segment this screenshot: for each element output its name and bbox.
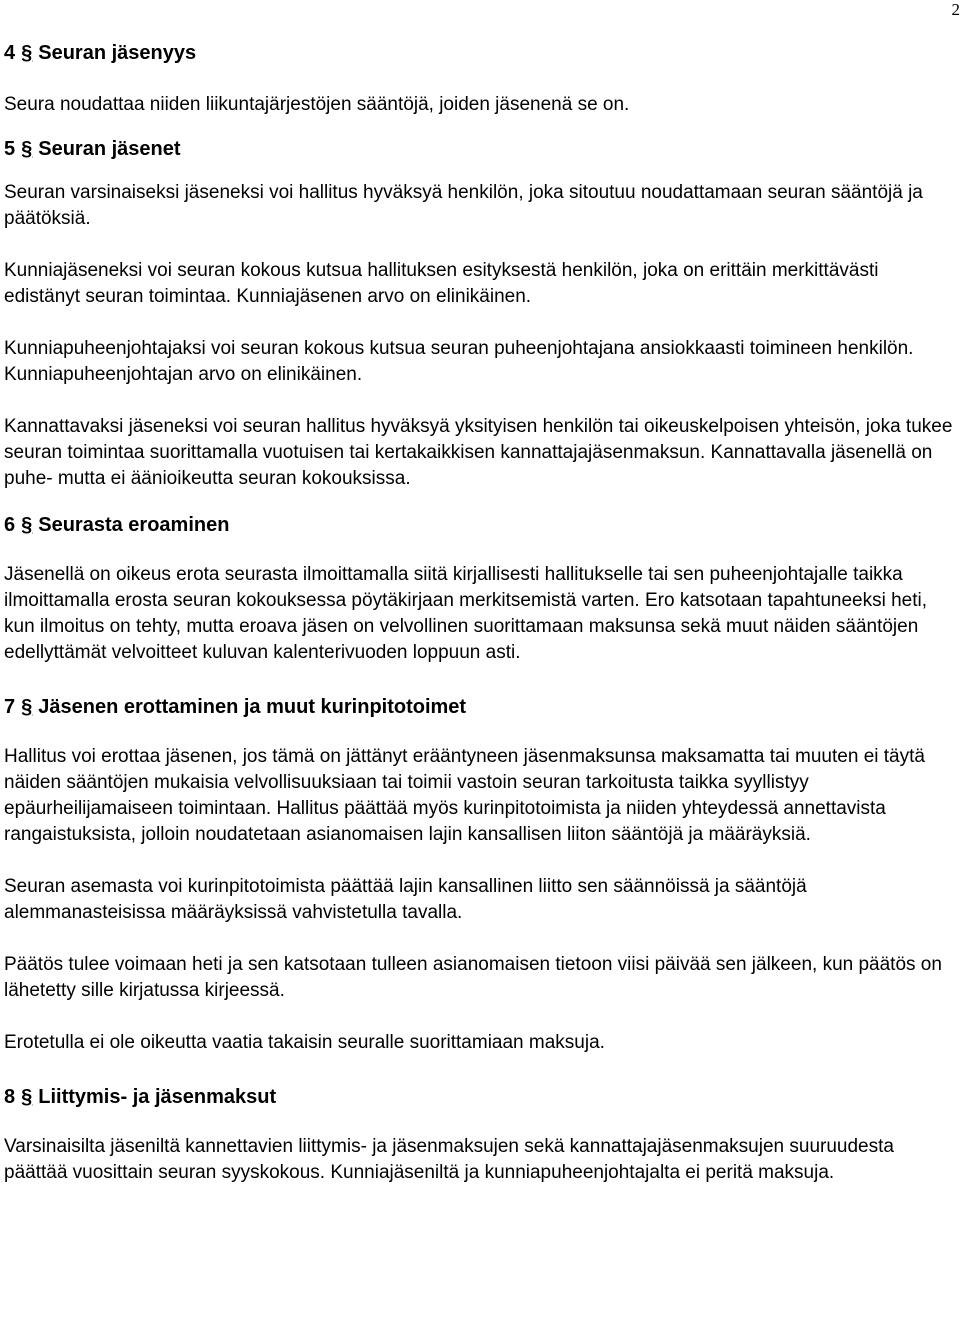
paragraph: Jäsenellä on oikeus erota seurasta ilmoittamalla siitä kirjallisesti hallitukselle tai sen puheenjohtajalle taikka ilmoittamalla erosta seuran kokouksessa pöytäkirjaan merkitsemistä varten. Ero katsotaan tapahtuneeksi heti, kun ilmoitus on tehty, mutta eroava jäsen on velvollinen suorittamaan maksunsa sekä muut näiden sääntöjen edellyttämät velvoitteet kuluvan kalenterivuoden loppuun asti. bbox=[4, 564, 928, 663]
section-6 bbox=[4, 512, 956, 666]
section-heading bbox=[4, 136, 956, 162]
document-body bbox=[4, 40, 956, 1186]
section-heading bbox=[4, 40, 956, 66]
section-7 bbox=[4, 694, 956, 1056]
section-number: 4 bbox=[4, 42, 16, 64]
paragraph: Kunniapuheenjohtajaksi voi seuran kokous kutsua seuran puheenjohtajana ansiokkaasti toimineen henkilön. Kunniapuheenjohtajan arvo on elinikäinen. bbox=[4, 338, 914, 385]
section-5 bbox=[4, 136, 956, 492]
paragraph: Kunniajäseneksi voi seuran kokous kutsua hallituksen esityksestä henkilön, joka on erittäin merkittävästi edistänyt seuran toimintaa. Kunniajäsenen arvo on elinikäinen. bbox=[4, 260, 879, 307]
section-symbol: § bbox=[21, 514, 33, 536]
paragraph: Seura noudattaa niiden liikuntajärjestöjen sääntöjä, joiden jäsenenä se on. bbox=[4, 94, 630, 115]
section-title: Jäsenen erottaminen ja muut kurinpitotoimet bbox=[38, 696, 467, 718]
paragraph: Varsinaisilta jäseniltä kannettavien liittymis- ja jäsenmaksujen sekä kannattajajäsenmaksujen suuruudesta päättää vuosittain seuran syyskokous. Kunniajäseniltä ja kunniapuheenjohtajalta ei peritä maksuja. bbox=[4, 1136, 894, 1183]
section-title: Seuran jäsenyys bbox=[38, 42, 197, 64]
section-heading bbox=[4, 512, 956, 538]
paragraph: Erotetulla ei ole oikeutta vaatia takaisin seuralle suorittamiaan maksuja. bbox=[4, 1032, 605, 1053]
section-4 bbox=[4, 40, 956, 118]
section-number: 6 bbox=[4, 514, 16, 536]
paragraph: Kannattavaksi jäseneksi voi seuran hallitus hyväksyä yksityisen henkilön tai oikeuskelpoisen yhteisön, joka tukee seuran toimintaa suorittamalla vuotuisen tai kertakaikkisen kannattajajäsenmaksun. Kannattavalla jäsenellä on puhe- mutta ei äänioikeutta seuran kokouksissa. bbox=[4, 416, 953, 489]
section-number: 8 bbox=[4, 1086, 16, 1108]
section-title: Seuran jäsenet bbox=[38, 138, 181, 160]
paragraph: Hallitus voi erottaa jäsenen, jos tämä on jättänyt erääntyneen jäsenmaksunsa maksamatta tai muuten ei täytä näiden sääntöjen mukaisia velvollisuuksiaan tai toimii vastoin seuran tarkoitusta taikka syyllistyy epäurheilijamaiseen toimintaan. Hallitus päättää myös kurinpitotoimista ja niiden yhteydessä annettavista rangaistuksista, jolloin noudatetaan asianomaisen lajin kansallisen liiton sääntöjä ja määräyksiä. bbox=[4, 746, 925, 845]
page-number: 2 bbox=[951, 0, 960, 19]
section-number: 5 bbox=[4, 138, 16, 160]
section-heading bbox=[4, 1084, 956, 1110]
section-symbol: § bbox=[21, 42, 33, 64]
section-title: Liittymis- ja jäsenmaksut bbox=[38, 1086, 277, 1108]
section-heading bbox=[4, 694, 956, 720]
paragraph: Seuran asemasta voi kurinpitotoimista päättää lajin kansallinen liitto sen säännöissä ja sääntöjä alemmanasteisissa määräyksissä vahvistetulla tavalla. bbox=[4, 876, 807, 923]
section-title: Seurasta eroaminen bbox=[38, 514, 230, 536]
section-symbol: § bbox=[21, 696, 33, 718]
section-symbol: § bbox=[21, 138, 33, 160]
section-number: 7 bbox=[4, 696, 16, 718]
section-symbol: § bbox=[21, 1086, 33, 1108]
paragraph: Päätös tulee voimaan heti ja sen katsotaan tulleen asianomaisen tietoon viisi päivää sen jälkeen, kun päätös on lähetetty sille kirjatussa kirjeessä. bbox=[4, 954, 942, 1001]
section-8 bbox=[4, 1084, 956, 1186]
paragraph: Seuran varsinaiseksi jäseneksi voi hallitus hyväksyä henkilön, joka sitoutuu noudattamaan seuran sääntöjä ja päätöksiä. bbox=[4, 182, 923, 229]
